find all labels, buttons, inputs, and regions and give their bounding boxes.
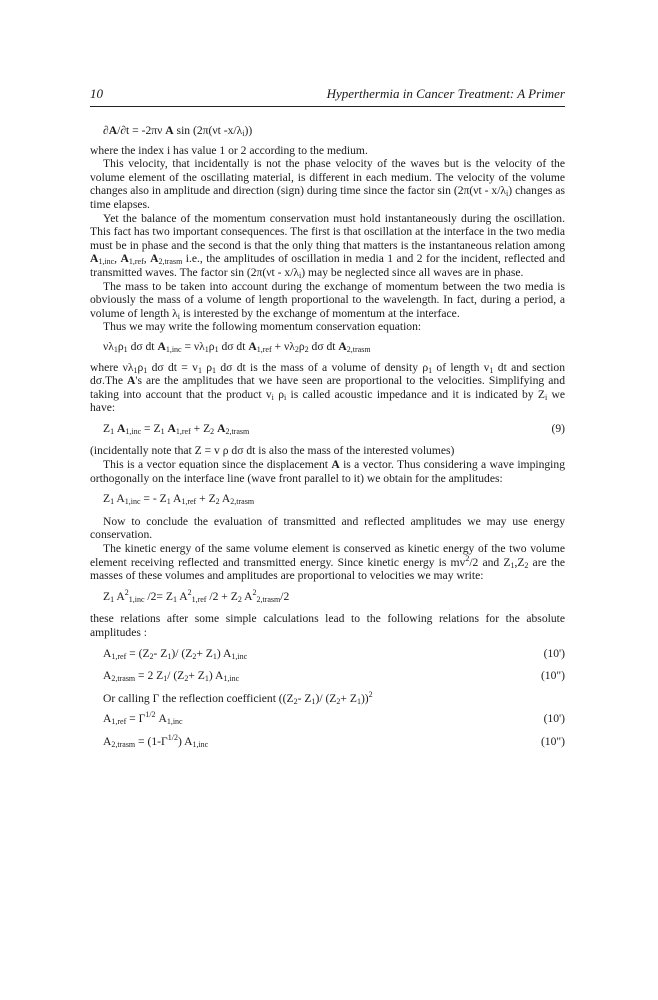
equation-10c: $A_{1,ref} = \Gamma^{1/2}$ $A_{1,inc}$ (10')	[103, 710, 565, 727]
paragraph: (incidentally note that Z = v ρ dσ dt is also the mass of the interested volumes)	[90, 444, 455, 458]
page-number: 10	[90, 86, 103, 101]
header-rule	[90, 106, 565, 107]
equation-normal-incidence: $Z_1$ $A_{1,inc}$ = - $Z_1$ $A_{1,ref} + Z_2$ $A_{2,trasm}$	[103, 492, 255, 507]
equation-number: (9)	[551, 421, 565, 435]
paragraph: This is a vector equation since the displacement A is a vector. Thus considering a wave impinging orthogonally on the interface line (wave front parallel to it) we obtain for the amplitudes:	[90, 458, 565, 485]
paragraph: Thus we may write the following momentum conservation equation:	[103, 320, 422, 334]
paragraph: Yet the balance of the momentum conservation must hold instantaneously during the oscillation. This fact has two important consequences. The first is that oscillation at the interface in the two media must be in phase and the second is that the only thing that matters is the instantaneous relation among $A_{1,inc}$, $A_{1,ref}$, $A_{2,trasm}$ i.e., the amplitudes of oscillation in media 1 and 2 for the incident, reflected and transmitted waves. The factor $\sin (2\pi(\nu t - x/\lambda_i)$ may be neglected since all waves are in phase.	[90, 211, 566, 280]
equation-10d: $A_{2,trasm} = (1-\Gamma^{1/2})$ $A_{1,inc}$ (10")	[103, 732, 565, 749]
equation-number: (10')	[543, 712, 565, 726]
equation-number: (10")	[540, 669, 565, 683]
paragraph: where $\nu\lambda_1\rho_1$ dσ dt = $v_1$ $\rho_1$ dσ dt is the mass of a volume of density $\rho_1$ of length $v_1$ dt and section dσ.The A's are the amplitudes that we have seen are proportional to the velocities. Simplifying and taking into account that the product $v_i$ $\rho_i$ is called acoustic impedance and it is indicated by $Z_i$ we have:	[90, 360, 566, 415]
body-text	[90, 120, 565, 758]
equation-momentum: $\nu\lambda_1\rho_1$ dσ dt $A_{1,inc} = \nu\lambda_1\rho_1$ dσ dt $A_{1,ref} + \nu\lambda_2\rho_2$ dσ dt $A_{2,trasm}$	[103, 339, 371, 354]
equation-10a: $A_{1,ref} = (Z_2-$ $Z_1)/$ $(Z_2+ Z_1)$ $A_{1,inc}$ (10')	[103, 646, 565, 661]
paragraph: Now to conclude the evaluation of transmitted and reflected amplitudes we may use energy conservation.	[90, 514, 565, 542]
equation-velocity: ∂A/∂t = -2πν A sin (2π(νt $-x/\lambda_i$))	[103, 124, 253, 138]
paragraph: Or calling Γ the reflection coefficient (($Z_2-$ $Z_1)/$ $(Z_2+ Z_1))^2$	[103, 689, 373, 706]
running-title: Hyperthermia in Cancer Treatment: A Primer	[326, 86, 565, 101]
page-header	[90, 86, 565, 104]
equation-number: (10')	[543, 646, 565, 660]
paragraph: The kinetic energy of the same volume element is conserved as kinetic energy of the two volume element receiving reflected and transmitted energy. Since kinetic energy is $mv^2/2$ and $Z_1,Z_2$ are the masses of these volumes and amplitudes are proportional to velocities we may write:	[90, 542, 566, 583]
equation-number: (10")	[540, 734, 565, 748]
paragraph: these relations after some simple calculations lead to the following relations for the absolute amplitudes :	[90, 612, 565, 639]
equation-10b: $A_{2,trasm} = 2$ $Z_1/$ $(Z_2+ Z_1)$ $A_{1,inc}$ (10")	[103, 669, 565, 684]
equation-9: $Z_1$ $A_{1,inc} = Z_1$ $A_{1,ref} + Z_2$ $A_{2,trasm}$ (9)	[103, 421, 565, 436]
equation-energy: $Z_1$ $A^2_{1,inc}$ $/2= Z_1$ $A^2_{1,ref}$ $/2 + Z_2$ $A^2_{2,trasm}/2$	[103, 587, 290, 604]
paragraph: where the index i has value 1 or 2 according to the medium.	[90, 143, 368, 157]
paragraph: The mass to be taken into account during the exchange of momentum between the two media is obviously the mass of a volume of length proportional to the wavelength. In fact, during a period, a volume of length $\lambda_i$ is interested by the exchange of momentum at the interface.	[90, 279, 565, 321]
paragraph: This velocity, that incidentally is not the phase velocity of the waves but is the velocity of the volume element of the oscillating material, is different in each medium. The velocity of the volume changes also in amplitude and direction (sign) during time since the factor $\sin (2\pi(\nu t - x/\lambda_i)$ changes as time elapses.	[90, 157, 565, 211]
